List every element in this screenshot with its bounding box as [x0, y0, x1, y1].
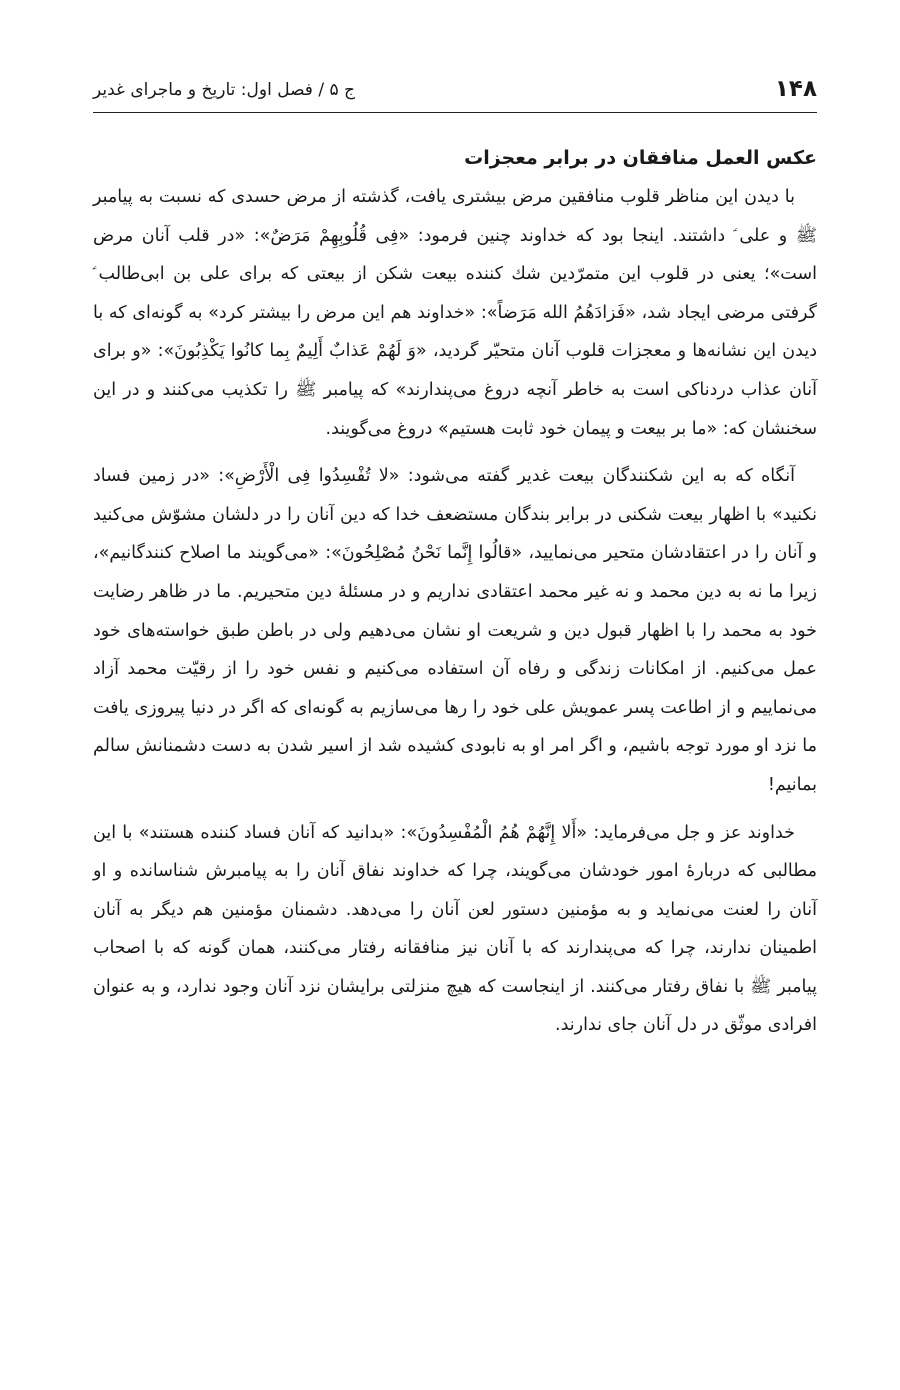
page-number: ۱۴۸ [774, 76, 817, 102]
page-body [93, 138, 817, 1054]
paragraph-3: خداوند عز و جل مى‌فرمايد: «أَلا إِنَّهُمْ هُمُ الْمُفْسِدُونَ»: «بدانيد كه آنان فساد كننده هستند» با اين مطالبى كه دربارهٔ امور خودشان مى‌گويند، چرا كه خداوند نفاق آنان را به پيامبرش شناسانده و او آنان را لعنت مى‌نمايد و به مؤمنين دستور لعن آنان را مى‌دهد. دشمنان مؤمنين هم ديگر به آنان اطمينان ندارند، چرا كه مى‌پندارند كه با آنان نيز منافقانه رفتار مى‌كنند، همان گونه كه با اصحاب پيامبر ﷺ با نفاق رفتار مى‌كنند. از اينجاست كه هيچ منزلتى برايشان نزد آنان وجود ندارد، و به عنوان افرادى موثّق در دل آنان جاى ندارند. [93, 822, 817, 1036]
paragraph-1: با ديدن اين مناظر قلوب منافقين مرض بيشترى يافت، گذشته از مرض حسدى كه نسبت به پيامبر ﷺ و على ؑ داشتند. اينجا بود كه خداوند چنين فرمود: «فِى قُلُوبِهِمْ مَرَضٌ»: «در قلب آنان مرض است»؛ يعنى در قلوب اين متمرّدين شك كننده بيعت شكن از بيعتى كه براى على بن ابى‌طالب ؑ گرفتى مرضى ايجاد شد، «فَزادَهُمُ الله مَرَضاً»: «خداوند هم اين مرض را بيشتر كرد» به گونه‌اى كه با ديدن اين نشانه‌ها و معجزات قلوب آنان متحيّر گرديد، «وَ لَهُمْ عَذابٌ أَلِيمٌ بِما كانُوا يَكْذِبُونَ»: «و براى آنان عذاب دردناكى است به خاطر آنچه دروغ مى‌پندارند» كه پيامبر ﷺ را تكذيب مى‌كنند و در اين سخنشان كه: «ما بر بيعت و پيمان خود ثابت هستيم» دروغ مى‌گويند. [93, 187, 817, 439]
paragraph-2: آنگاه كه به اين شكنندگان بيعت غدير گفته مى‌شود: «لا تُفْسِدُوا فِى الْأَرْضِ»: «در زمين فساد نكنيد» با اظهار بيعت شكنى در برابر بندگان مستضعف خدا كه دين آنان را در دلشان مشوّش مى‌كنيد و آنان را در اعتقادشان متحير مى‌نماييد، «قالُوا إِنَّما نَحْنُ مُصْلِحُونَ»: «مى‌گويند ما اصلاح كنندگانيم»، زيرا ما نه به دين محمد و نه غير محمد اعتقادى نداريم و در مسئلهٔ دين متحيريم. ما در ظاهر رضايت خود به محمد را با اظهار قبول دين و شريعت او نشان مى‌دهيم ولى در باطن طبق خواسته‌هاى خود عمل مى‌كنيم. از امكانات زندگى و رفاه آن استفاده مى‌كنيم و نفس خود را از رقيّت محمد آزاد مى‌نماييم و از اطاعت پسر عمويش على خود را رها مى‌سازيم به گونه‌اى كه اگر در دنيا پيروزى يافت ما نزد او مورد توجه باشيم، و اگر امر او به نابودى كشيده شد از اسير شدن به دست دشمنانش سالم بمانيم! [93, 466, 817, 795]
running-header [93, 72, 817, 113]
book-page [93, 0, 817, 1390]
chapter-title: ج ۵ / فصل اول: تاريخ و ماجراى غدير [93, 80, 356, 100]
section-heading: عكس العمل منافقان در برابر معجزات [464, 147, 817, 169]
